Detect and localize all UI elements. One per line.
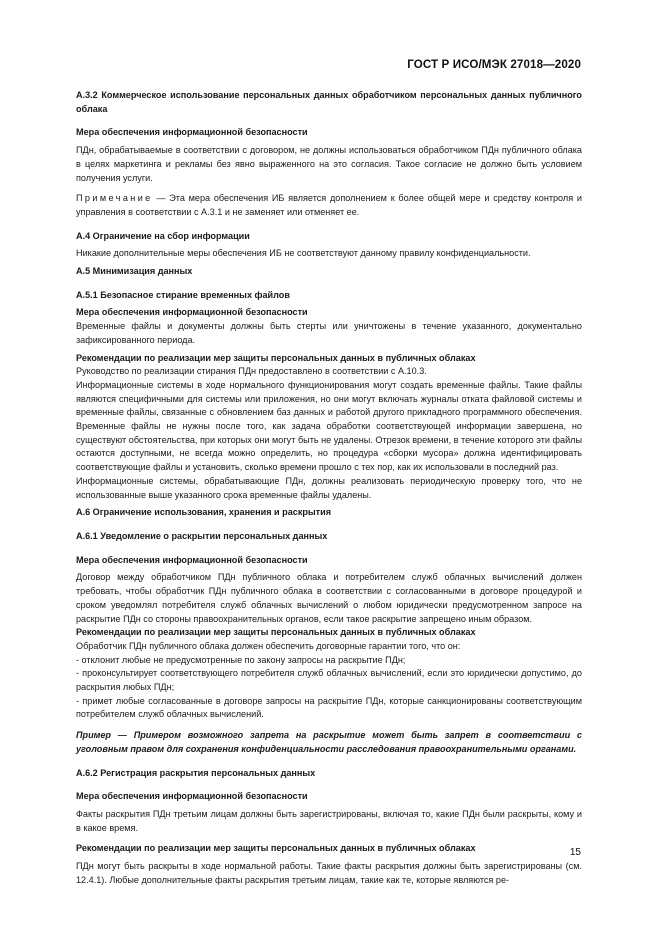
subsection-heading: Рекомендации по реализации мер защиты персональных данных в публичных облаках bbox=[76, 352, 476, 363]
note-text: — Эта мера обеспечения ИБ является дополнением к более общей мере и средству контроля и управления в соответствии с А.3.1 и не заменяет или отменяет ее. bbox=[76, 193, 582, 217]
note-paragraph bbox=[76, 192, 582, 219]
standard-header: ГОСТ Р ИСО/МЭК 27018—2020 bbox=[407, 58, 581, 71]
body-paragraph: Обработчик ПДн публичного облака должен обеспечить договорные гарантии того, что он: bbox=[76, 640, 461, 651]
body-paragraph: - отклонит любые не предусмотренные по закону запросы на раскрытие ПДн; bbox=[76, 654, 406, 665]
section-heading: A.5 Минимизация данных bbox=[76, 266, 193, 277]
body-paragraph: Никакие дополнительные меры обеспечения ИБ не соответствуют данному правилу конфиденциальности. bbox=[76, 248, 531, 259]
subsection-heading: Мера обеспечения информационной безопасности bbox=[76, 791, 308, 802]
section-heading: A.6.2 Регистрация раскрытия персональных данных bbox=[76, 767, 316, 778]
body-paragraph: Руководство по реализации стирания ПДн предоставлено в соответствии с А.10.3. bbox=[76, 366, 427, 377]
page-number: 15 bbox=[569, 847, 581, 858]
section-heading: A.6.1 Уведомление о раскрытии персональных данных bbox=[76, 530, 328, 541]
section-heading: A.6 Ограничение использования, хранения и раскрытия bbox=[76, 507, 332, 518]
body-paragraph: Информационные системы в ходе нормального функционирования могут создать временные файлы. Такие файлы являются специфичными для системы или приложения, но они могут включать журналы отката файловой системы и временные файлы, связанные с обновлением баз данных и работой другого прикладного программного обеспечения. Временные файлы не нужны после того, как задача обработки соответствующей информации завершена, но существуют обстоятельства, при которых они могут быть не удалены. Отрезок времени, в течение которого эти файлы остаются доступными, не всегда можно определить, но процедура «сборки мусора» должна идентифицировать соответствующие файлы и установить, сколько времени прошло с тех пор, как их использовали в последний раз. bbox=[76, 379, 582, 473]
subsection-heading: Мера обеспечения информационной безопасности bbox=[76, 307, 308, 318]
section-heading: A.5.1 Безопасное стирание временных файлов bbox=[76, 289, 290, 300]
body-paragraph: Договор между обработчиком ПДн публичного облака и потребителем служб облачных вычислений должен требовать, чтобы обработчик ПДн публичного облака в соответствии с согласованными в договоре процедурой и сроком уведомлял потребителя служб облачных вычислений о любом юридически предусмотренном запросе на раскрытие ПДн со стороны правоохранительных органов, если такое раскрытие запрещено иным образом. bbox=[76, 572, 582, 624]
body-paragraph: Временные файлы и документы должны быть стерты или уничтожены в течение указанного, документально зафиксированного периода. bbox=[76, 321, 582, 345]
body-paragraph: Факты раскрытия ПДн третьим лицам должны быть зарегистрированы, включая то, какие ПДн были раскрыты, кому и в какое время. bbox=[76, 808, 582, 833]
document-body bbox=[76, 89, 582, 887]
body-paragraph: - примет любые согласованные в договоре запросы на раскрытие ПДн, которые санкционированы соответствующим потребителем служб облачных вычислений. bbox=[76, 695, 582, 720]
body-paragraph: ПДн могут быть раскрыты в ходе нормальной работы. Такие факты раскрытия должны быть зарегистрированы (см. 12.4.1). Любые дополнительные факты раскрытия третьим лицам, такие как те, которые являются ре- bbox=[76, 861, 582, 885]
body-paragraph: ПДн, обрабатываемые в соответствии с договором, не должны использоваться обработчиком ПДн публичного облака в целях маркетинга и рекламы без явно выраженного на это согласия. Такое согласие не должно быть условием получения услуги. bbox=[76, 145, 582, 183]
body-paragraph: - проконсультирует соответствующего потребителя служб облачных вычислений, если это юридически допустимо, до раскрытия любых ПДн; bbox=[76, 668, 582, 693]
subsection-heading: Мера обеспечения информационной безопасности bbox=[76, 127, 308, 138]
section-heading: A.4 Ограничение на сбор информации bbox=[76, 230, 250, 241]
body-paragraph: Информационные системы, обрабатывающие ПДн, должны реализовать периодическую проверку того, что не использованные выше указанного срока временные файлы удалены. bbox=[76, 475, 582, 500]
subsection-heading: Рекомендации по реализации мер защиты персональных данных в публичных облаках bbox=[76, 627, 476, 638]
note-label: Примечание bbox=[76, 193, 153, 204]
subsection-heading: Рекомендации по реализации мер защиты персональных данных в публичных облаках bbox=[76, 843, 476, 854]
section-heading: A.3.2 Коммерческое использование персональных данных обработчиком персональных данных публичного облака bbox=[76, 90, 582, 114]
subsection-heading: Мера обеспечения информационной безопасности bbox=[76, 554, 308, 565]
example-paragraph: Пример — Примером возможного запрета на раскрытие может быть запрет в соответствии с уголовным правом для сохранения конфиденциальности расследования правоохранительными органами. bbox=[76, 730, 582, 754]
